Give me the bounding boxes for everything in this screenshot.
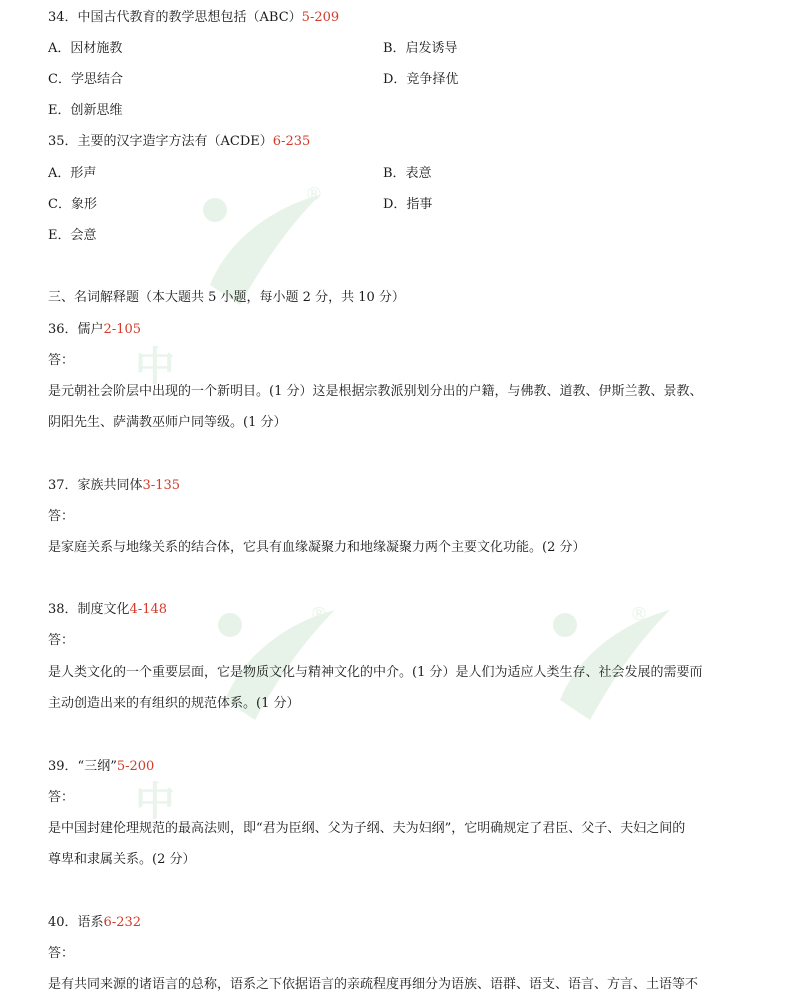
watermark-registered: ® bbox=[630, 604, 648, 625]
chapter-ref: 2-105 bbox=[103, 322, 142, 337]
answer-label: 答： bbox=[48, 633, 75, 648]
chapter-ref: 6-235 bbox=[272, 134, 311, 149]
watermark-glyph: 中 bbox=[135, 779, 175, 825]
question-37 bbox=[48, 477, 180, 495]
answer-label: 答： bbox=[48, 509, 75, 524]
answer-line: 主动创造出来的有组织的规范体系。(1 分） bbox=[48, 696, 300, 711]
answer-label: 答： bbox=[48, 353, 75, 368]
option-e: E．创新思维 bbox=[48, 103, 123, 118]
question-40 bbox=[48, 914, 141, 932]
question-stem: 34．中国古代教育的教学思想包括（ABC） bbox=[48, 10, 302, 25]
question-35 bbox=[48, 133, 310, 151]
question-39 bbox=[48, 758, 154, 776]
question-stem: 40．语系 bbox=[48, 915, 104, 930]
watermark-glyph: 中 bbox=[135, 344, 175, 390]
option-d: D．指事 bbox=[383, 197, 433, 212]
answer-label: 答： bbox=[48, 790, 75, 805]
answer-line: 尊卑和隶属关系。(2 分） bbox=[48, 852, 196, 867]
chapter-ref: 6-232 bbox=[103, 915, 142, 930]
question-stem: 39．“三纲” bbox=[48, 759, 117, 774]
answer-line: 是中国封建伦理规范的最高法则，即“君为臣纲、父为子纲、夫为妇纲”，它明确规定了君臣、父子、夫妇之间的 bbox=[48, 821, 686, 836]
question-stem: 37．家族共同体 bbox=[48, 478, 143, 493]
question-stem: 35．主要的汉字造字方法有（ACDE） bbox=[48, 134, 273, 149]
option-b: B．表意 bbox=[383, 166, 432, 181]
option-a: A．因材施教 bbox=[48, 41, 123, 56]
chapter-ref: 5-200 bbox=[116, 759, 155, 774]
question-stem: 36．儒户 bbox=[48, 322, 104, 337]
answer-line: 是人类文化的一个重要层面，它是物质文化与精神文化的中介。(1 分）是人们为适应人类生存、社会发展的需要而 bbox=[48, 665, 703, 680]
chapter-ref: 4-148 bbox=[129, 602, 168, 617]
chapter-ref: 3-135 bbox=[142, 478, 181, 493]
question-36 bbox=[48, 321, 141, 339]
answer-line: 是元朝社会阶层中出现的一个新明目。(1 分）这是根据宗教派别划分出的户籍，与佛教、道教、伊斯兰教、景教、 bbox=[48, 384, 703, 399]
watermark-registered: ® bbox=[310, 604, 328, 625]
option-c: C．象形 bbox=[48, 197, 97, 212]
answer-line: 是有共同来源的诸语言的总称，语系之下依据语言的亲疏程度再细分为语族、语群、语支、语言、方言、土语等不 bbox=[48, 977, 699, 992]
chapter-ref: 5-209 bbox=[301, 10, 340, 25]
question-38 bbox=[48, 601, 167, 619]
answer-line: 是家庭关系与地缘关系的结合体，它具有血缘凝聚力和地缘凝聚力两个主要文化功能。(2 分） bbox=[48, 540, 586, 555]
answer-line: 阴阳先生、萨满教巫师户同等级。(1 分） bbox=[48, 415, 287, 430]
watermark-registered: ® bbox=[305, 184, 323, 205]
option-e: E．会意 bbox=[48, 228, 97, 243]
option-d: D．竞争择优 bbox=[383, 72, 459, 87]
section-heading: 三、名词解释题（本大题共 5 小题，每小题 2 分，共 10 分） bbox=[48, 290, 405, 305]
option-b: B．启发诱导 bbox=[383, 41, 458, 56]
question-34 bbox=[48, 9, 339, 27]
option-c: C．学思结合 bbox=[48, 72, 123, 87]
answer-label: 答： bbox=[48, 946, 75, 961]
question-stem: 38．制度文化 bbox=[48, 602, 130, 617]
option-a: A．形声 bbox=[48, 166, 97, 181]
